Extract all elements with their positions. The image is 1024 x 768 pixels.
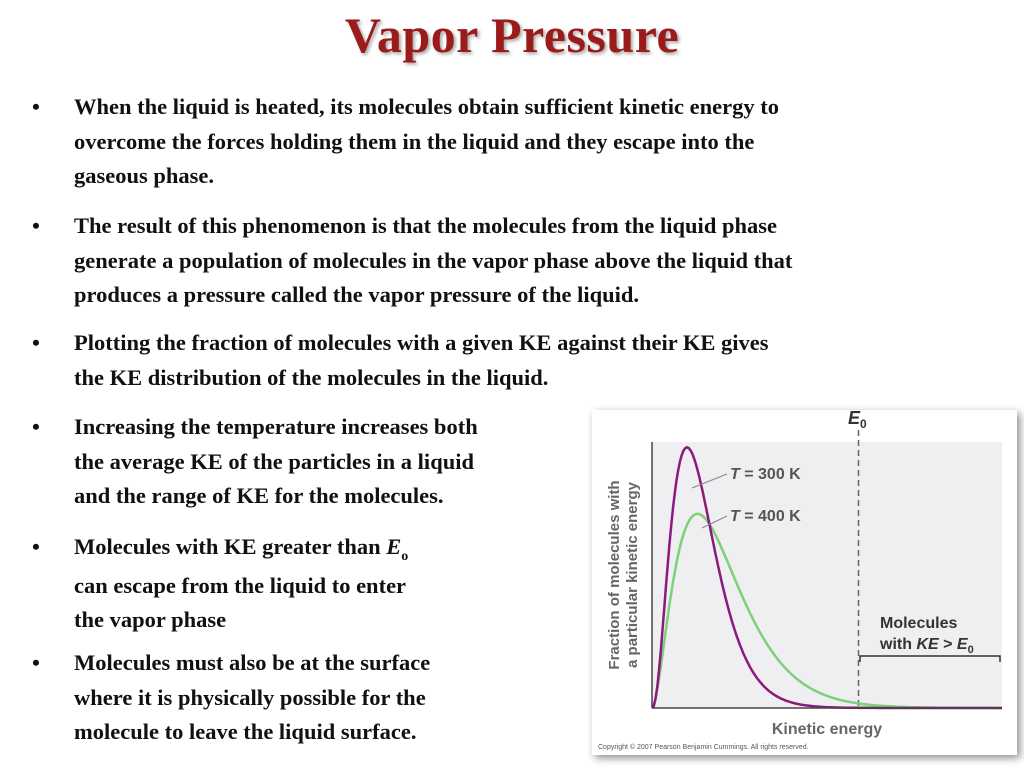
bullet-line: produces a pressure called the vapor pressure of the liquid.	[74, 282, 640, 307]
bullet-line: the vapor phase	[74, 607, 227, 632]
y-axis-label-line1: Fraction of molecules with	[606, 480, 623, 670]
e0-label-var: E	[848, 410, 861, 428]
bullet-line: Plotting the fraction of molecules with a given KE against their KE gives	[74, 330, 769, 355]
annotation-op: >	[938, 636, 957, 653]
bullet-dot: •	[32, 94, 40, 119]
annotation-e: E	[956, 636, 968, 653]
annotation-ke: KE	[916, 636, 939, 653]
annotation-line1: Molecules	[880, 615, 958, 632]
legend-300k-rest: = 300 K	[739, 466, 801, 483]
bullet-line: When the liquid is heated, its molecules obtain sufficient kinetic energy to	[74, 94, 779, 119]
annotation-sub: 0	[967, 644, 974, 656]
bullet-dot: •	[32, 650, 40, 675]
bullet-dot: •	[32, 414, 40, 439]
legend-400k	[730, 508, 801, 525]
slide-title: Vapor Pressure	[344, 7, 680, 63]
bullet-line: and the range of KE for the molecules.	[74, 483, 444, 508]
bullet-line: the average KE of the particles in a liquid	[74, 448, 474, 474]
bullet-dot: •	[32, 330, 40, 355]
bullet-line-prefix: Molecules with KE greater than	[74, 534, 387, 559]
bullet-dot: •	[32, 213, 40, 238]
bullet-line: can escape from the liquid to enter	[74, 572, 407, 598]
legend-300k-var: T	[730, 466, 740, 483]
bullet-line: Molecules must also be at the surface	[74, 650, 431, 675]
e0-label-sub: 0	[860, 417, 867, 431]
bullet-dot: •	[32, 534, 40, 559]
annotation-with: with	[880, 636, 917, 653]
x-axis-label: Kinetic energy	[771, 721, 883, 738]
bullet-line: the KE distribution of the molecules in the liquid.	[74, 364, 549, 390]
legend-300k	[730, 466, 801, 483]
legend-400k-var: T	[730, 508, 740, 525]
bullet-line-e0	[74, 530, 408, 569]
y-axis-label-line2: a particular kinetic energy	[624, 482, 641, 668]
bullet-line: where it is physically possible for the	[74, 684, 426, 710]
chart-svg	[592, 410, 1017, 755]
bullet-line: Increasing the temperature increases both	[74, 414, 478, 439]
copyright: Copyright © 2007 Pearson Benjamin Cummings. All rights reserved.	[598, 744, 809, 751]
e-subscript: o	[401, 549, 409, 564]
bullet-line: generate a population of molecules in the vapor phase above the liquid that	[74, 247, 793, 273]
ke-distribution-chart	[592, 410, 1017, 755]
bullet-line: gaseous phase.	[74, 163, 215, 188]
legend-400k-rest: = 400 K	[739, 508, 801, 525]
bullet-line: The result of this phenomenon is that the molecules from the liquid phase	[74, 213, 777, 238]
e0-label	[848, 410, 867, 431]
plot-background	[652, 442, 1002, 708]
bullet-line: overcome the forces holding them in the liquid and they escape into the	[74, 128, 755, 154]
e-variable: E	[386, 534, 402, 559]
bullet-line: molecule to leave the liquid surface.	[74, 719, 417, 744]
